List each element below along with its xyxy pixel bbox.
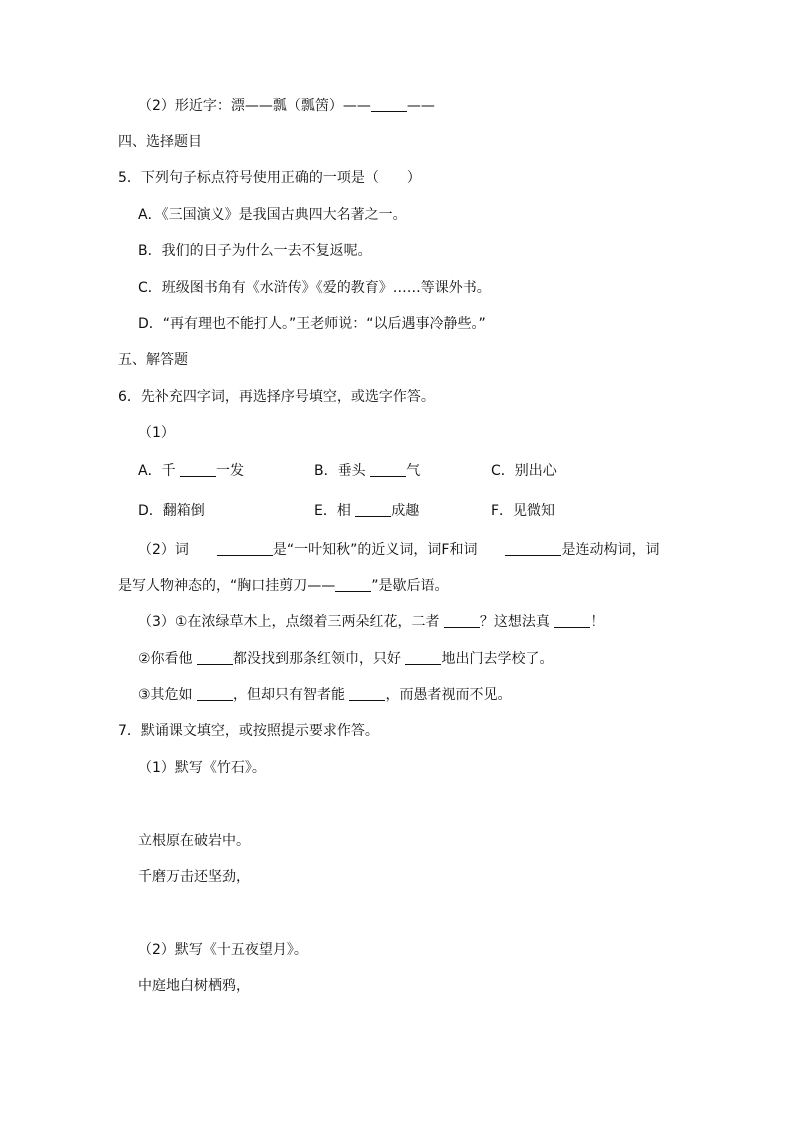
question-6-part-1-label: （1） [138, 425, 175, 441]
question-5-stem: 5．下列句子标点符号使用正确的一项是（ ） [118, 170, 421, 186]
part-2-text: 是写人物神态的，“胸口挂剪刀—— [118, 578, 336, 594]
section-5-title: 五、解答题 [118, 352, 188, 368]
part-3-text: ！ [590, 614, 605, 630]
question-6-part-3-line-3 [138, 686, 511, 704]
question-6-part-3-line-2 [138, 650, 553, 668]
answer-blank[interactable] [444, 613, 480, 628]
idiom-option-f: F．见微知 [491, 503, 556, 519]
part-2-text: 是连动构词，词 [561, 542, 660, 558]
option-a-suffix: 一发 [216, 463, 245, 479]
part-3-text: 地出门去学校了。 [441, 651, 554, 667]
question-6-part-2-line-1 [138, 541, 659, 559]
answer-blank[interactable] [335, 577, 371, 592]
part-3-text: ③其危如 [138, 687, 198, 703]
question-7-part-2-label: （2）默写《十五夜望月》。 [138, 942, 308, 958]
answer-blank[interactable] [197, 650, 233, 665]
part-3-text: ②你看他 [138, 651, 198, 667]
part-2-text: 是“一叶知秋”的近义词，词F和词 [272, 542, 506, 558]
part-3-text: 都没找到那条红领巾，只好 [233, 651, 406, 667]
question-5-option-d[interactable]: D．“再有理也不能打人。”王老师说：“以后遇事冷静些。” [138, 316, 486, 332]
option-a-prefix: A．千 [138, 463, 181, 479]
idiom-option-d: D．翻箱倒 [138, 503, 205, 519]
idiom-option-b [314, 462, 420, 480]
question-6-part-2-line-2 [118, 577, 449, 595]
question-5-option-c[interactable]: C．班级图书角有《水浒传》《爱的教育》……等课外书。 [138, 280, 491, 296]
poem-1-line-2: 千磨万击还坚劲， [138, 869, 250, 885]
question-4-part-2 [138, 97, 435, 115]
answer-blank[interactable] [370, 462, 406, 477]
part-3-text: ？这想法真 [479, 614, 555, 630]
answer-blank[interactable] [554, 613, 590, 628]
poem-1-line-1: 立根原在破岩中。 [138, 833, 250, 849]
question-7-part-1-label: （1）默写《竹石》。 [138, 760, 266, 776]
answer-blank[interactable] [405, 650, 441, 665]
part-3-text: ，而愚者视而不见。 [385, 687, 512, 703]
idiom-option-e [314, 502, 419, 520]
idiom-option-c: C．别出心 [491, 463, 557, 479]
answer-blank[interactable] [505, 541, 561, 556]
section-4-title: 四、选择题目 [118, 134, 202, 150]
question-6-part-3-line-1 [138, 613, 604, 631]
answer-blank[interactable] [180, 462, 216, 477]
similar-chars-label: （2）形近字：漂——瓢（瓢䇧）—— [138, 98, 371, 114]
question-5-option-b[interactable]: B．我们的日子为什么一去不复返呢。 [138, 243, 372, 259]
answer-blank[interactable] [355, 502, 391, 517]
question-7-stem: 7．默诵课文填空，或按照提示要求作答。 [118, 723, 379, 739]
part-3-text: ，但却只有智者能 [233, 687, 350, 703]
answer-blank[interactable] [349, 686, 385, 701]
idiom-option-a [138, 462, 244, 480]
part-2-text: ”是歇后语。 [371, 578, 449, 594]
similar-chars-tail: —— [406, 98, 435, 114]
option-e-prefix: E．相 [314, 503, 356, 519]
option-e-suffix: 成趣 [391, 503, 420, 519]
option-b-suffix: 气 [406, 463, 421, 479]
part-3-text: （3）①在浓绿草木上，点缀着三两朵红花，二者 [138, 614, 444, 630]
poem-2-line-1: 中庭地白树栖鸦， [138, 978, 250, 994]
part-2-text: （2）词 [138, 542, 217, 558]
answer-blank[interactable] [371, 97, 407, 112]
answer-blank[interactable] [197, 686, 233, 701]
question-6-stem: 6．先补充四字词，再选择序号填空，或选字作答。 [118, 389, 435, 405]
answer-blank[interactable] [217, 541, 273, 556]
question-5-option-a[interactable]: A．《三国演义》是我国古典四大名著之一。 [138, 207, 407, 223]
option-b-prefix: B．垂头 [314, 463, 371, 479]
